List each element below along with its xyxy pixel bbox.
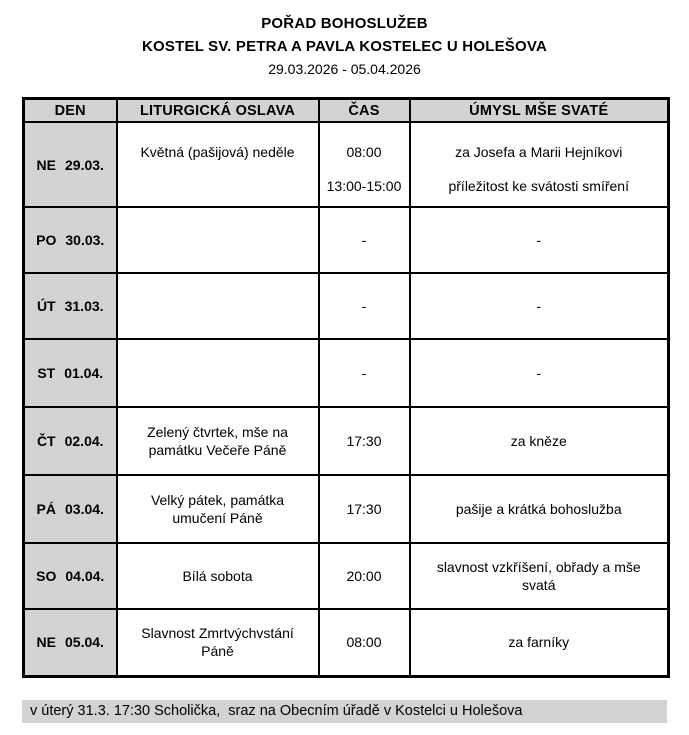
table-row-ne-2903 xyxy=(24,122,669,207)
intention-cell: za kněze xyxy=(410,407,669,475)
date-range: 29.03.2026 - 05.04.2026 xyxy=(268,61,421,77)
day-abbrev: ST xyxy=(37,365,56,381)
page-title: POŘAD BOHOSLUŽEB xyxy=(261,15,428,32)
day-date: 31.03. xyxy=(64,298,104,314)
day-label xyxy=(29,156,112,174)
day-cell xyxy=(24,475,117,543)
time-entry: 13:00-15:00 xyxy=(326,178,402,194)
time-cell: 08:00 xyxy=(319,609,410,676)
day-label xyxy=(29,633,112,651)
day-abbrev: NE xyxy=(36,634,56,651)
footer-note: v úterý 31.3. 17:30 Scholička, sraz na Obecním úřadě v Kostelci u Holešova xyxy=(22,700,667,723)
day-abbrev: ÚT xyxy=(36,298,56,314)
day-date: 04.04. xyxy=(65,568,105,584)
time-cell: 17:30 xyxy=(319,475,410,543)
day-cell xyxy=(24,207,117,273)
intention-cell: pašije a krátká bohoslužba xyxy=(410,475,669,543)
day-date: 02.04. xyxy=(64,433,104,449)
time-entry: 08:00 xyxy=(346,144,382,160)
intention-cell: slavnost vzkříšení, obřady a mše svatá xyxy=(410,543,669,609)
day-date: 29.03. xyxy=(65,156,104,173)
time-cell: 20:00 xyxy=(319,543,410,609)
table-row-ct-0204 xyxy=(24,407,669,475)
intention-cell: za farníky xyxy=(410,609,669,676)
day-label xyxy=(29,567,112,585)
day-date: 01.04. xyxy=(64,365,104,381)
time-cell: - xyxy=(319,273,410,339)
table-row-pa-0304 xyxy=(24,475,669,543)
celebration-cell: Květná (pašijová) neděle xyxy=(117,122,319,207)
table-header-row xyxy=(24,99,669,123)
day-label xyxy=(29,297,112,315)
table-row-st-0104 xyxy=(24,339,669,407)
day-date: 05.04. xyxy=(65,634,104,651)
column-header-cas: ČAS xyxy=(319,99,410,123)
day-abbrev: ČT xyxy=(36,433,56,449)
day-abbrev: PO xyxy=(36,232,57,248)
time-cell: - xyxy=(319,339,410,407)
time-cell: 17:30 xyxy=(319,407,410,475)
day-cell xyxy=(24,407,117,475)
day-date: 30.03. xyxy=(65,232,105,248)
column-header-den: DEN xyxy=(24,99,117,123)
schedule-table xyxy=(22,97,670,678)
day-cell xyxy=(24,543,117,609)
day-cell xyxy=(24,122,117,207)
day-date: 03.04. xyxy=(65,501,104,517)
table-row-ut-3103 xyxy=(24,273,669,339)
church-name: KOSTEL SV. PETRA A PAVLA KOSTELEC U HOLEŠOVA xyxy=(142,38,547,55)
celebration-cell xyxy=(117,207,319,273)
day-label xyxy=(29,432,112,450)
document-header xyxy=(0,0,689,80)
day-cell xyxy=(24,609,117,676)
intention-cell: - xyxy=(410,273,669,339)
column-header-umysl: ÚMYSL MŠE SVATÉ xyxy=(410,99,669,123)
day-cell xyxy=(24,273,117,339)
table-row-ne-0504 xyxy=(24,609,669,676)
intention-cell: - xyxy=(410,207,669,273)
intention-entry: za Josefa a Marii Hejníkovi xyxy=(455,144,623,160)
intention-entry: příležitost ke svátosti smíření xyxy=(448,178,629,194)
day-cell xyxy=(24,339,117,407)
table-row-po-3003 xyxy=(24,207,669,273)
column-header-liturgicka-oslava: LITURGICKÁ OSLAVA xyxy=(117,99,319,123)
celebration-cell: Zelený čtvrtek, mše na památku Večeře Páně xyxy=(117,407,319,475)
intention-cell xyxy=(410,122,669,207)
celebration-cell: Bílá sobota xyxy=(117,543,319,609)
day-abbrev: SO xyxy=(36,568,57,584)
table-row-so-0404 xyxy=(24,543,669,609)
intention-cell: - xyxy=(410,339,669,407)
celebration-cell: Slavnost Zmrtvýchvstání Páně xyxy=(117,609,319,676)
time-cell xyxy=(319,122,410,207)
day-label xyxy=(29,364,112,382)
celebration-cell xyxy=(117,339,319,407)
time-cell: - xyxy=(319,207,410,273)
day-label xyxy=(29,500,112,518)
celebration-cell xyxy=(117,273,319,339)
day-label xyxy=(29,231,112,249)
celebration-cell: Velký pátek, památka umučení Páně xyxy=(117,475,319,543)
day-abbrev: PÁ xyxy=(36,501,56,517)
day-abbrev: NE xyxy=(36,156,56,173)
